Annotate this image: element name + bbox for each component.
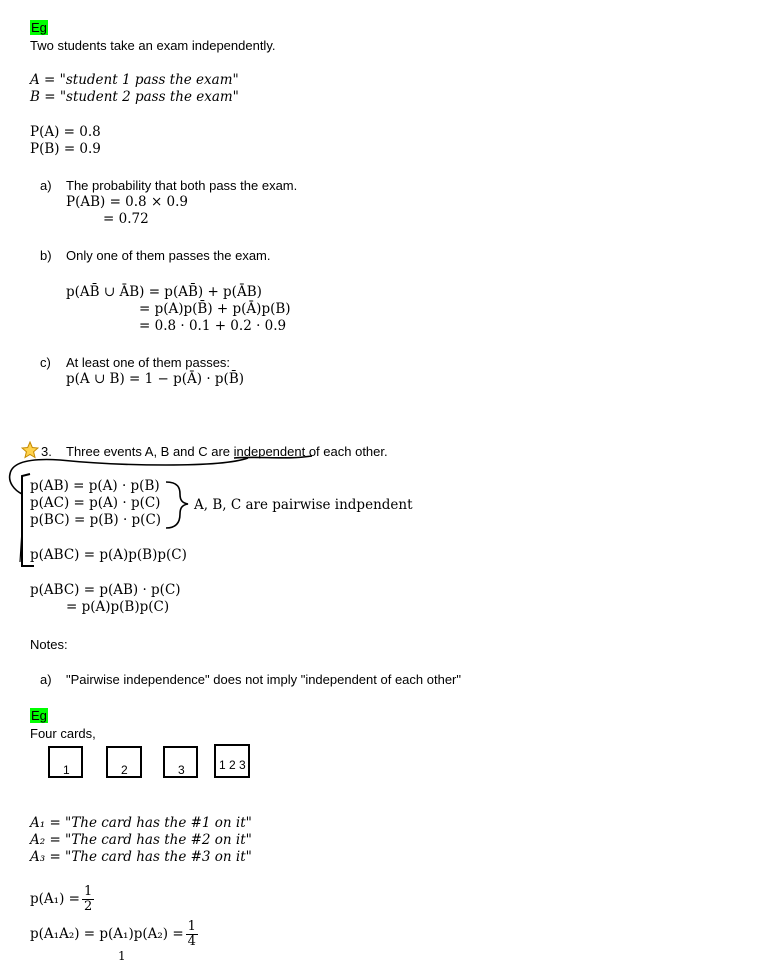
prob-b: P(B) = 0.9 xyxy=(30,141,101,157)
eg2-intro: Four cards, xyxy=(30,726,96,741)
prob-a: P(A) = 0.8 xyxy=(30,124,101,140)
part-b-eq1: p(AB̄ ∪ ĀB) = p(AB̄) + p(ĀB) xyxy=(66,284,262,300)
card-123-label: 1 2 3 xyxy=(219,758,246,772)
part-b-eq2: = p(A)p(B̄) + p(Ā)p(B) xyxy=(139,301,291,317)
notes-a-marker: a) xyxy=(40,672,52,687)
notes-heading: Notes: xyxy=(30,637,68,652)
card-2-label: 2 xyxy=(121,763,128,777)
item3-eq6: = p(A)p(B)p(C) xyxy=(66,599,170,615)
part-c-text: At least one of them passes: xyxy=(66,355,231,370)
card-1 xyxy=(48,746,83,778)
part-a-eq2: = 0.72 xyxy=(103,211,149,227)
part-a-text: The probability that both pass the exam. xyxy=(66,178,298,193)
item3-eq4: p(ABC) = p(A)p(B)p(C) xyxy=(30,547,187,563)
eg2-a1: A₁ = "The card has the #1 on it" xyxy=(30,815,252,831)
def-a: A = "student 1 pass the exam" xyxy=(30,72,239,88)
part-c-eq1: p(A ∪ B) = 1 − p(Ā) · p(B̄) xyxy=(66,371,245,387)
item3-eq3: p(BC) = p(B) · p(C) xyxy=(30,512,162,528)
card-3 xyxy=(163,746,198,778)
item3-text: Three events A, B and C are independent of each other. xyxy=(66,444,388,459)
eg2-pa1: p(A₁) = $\frac{1}{2}$ xyxy=(30,884,93,914)
part-b-marker: b) xyxy=(40,248,52,263)
eg2-a2: A₂ = "The card has the #2 on it" xyxy=(30,832,252,848)
item3-eq5: p(ABC) = p(AB) · p(C) xyxy=(30,582,181,598)
card-2 xyxy=(106,746,142,778)
item3-eq2: p(AC) = p(A) · p(C) xyxy=(30,495,161,511)
intro-text: Two students take an exam independently. xyxy=(30,38,276,53)
eg2-label: Eg xyxy=(31,708,47,723)
def-b: B = "student 2 pass the exam" xyxy=(30,89,239,105)
part-b-eq3: = 0.8 · 0.1 + 0.2 · 0.9 xyxy=(139,318,287,334)
card-3-label: 3 xyxy=(178,763,185,777)
card-1-label: 1 xyxy=(63,763,70,777)
notes-a-text: "Pairwise independence" does not imply "independent of each other" xyxy=(66,672,461,687)
part-c-marker: c) xyxy=(40,355,51,370)
pairwise-label: A, B, C are pairwise indpendent xyxy=(194,497,413,513)
eg2-a3: A₃ = "The card has the #3 on it" xyxy=(30,849,252,865)
item3-eq1: p(AB) = p(A) · p(B) xyxy=(30,478,160,494)
part-b-text: Only one of them passes the exam. xyxy=(66,248,271,263)
eg2-pa12: p(A₁A₂) = p(A₁)p(A₂) = $\frac{1}{4}$ xyxy=(30,919,196,949)
eg2-cutoff-text: 1 xyxy=(118,949,126,963)
part-a-marker: a) xyxy=(40,178,52,193)
card-123 xyxy=(214,744,250,778)
eg-label: Eg xyxy=(31,20,47,35)
item3-number: 3. xyxy=(41,444,52,459)
star-icon xyxy=(21,441,39,459)
part-a-eq1: P(AB) = 0.8 × 0.9 xyxy=(66,194,189,210)
